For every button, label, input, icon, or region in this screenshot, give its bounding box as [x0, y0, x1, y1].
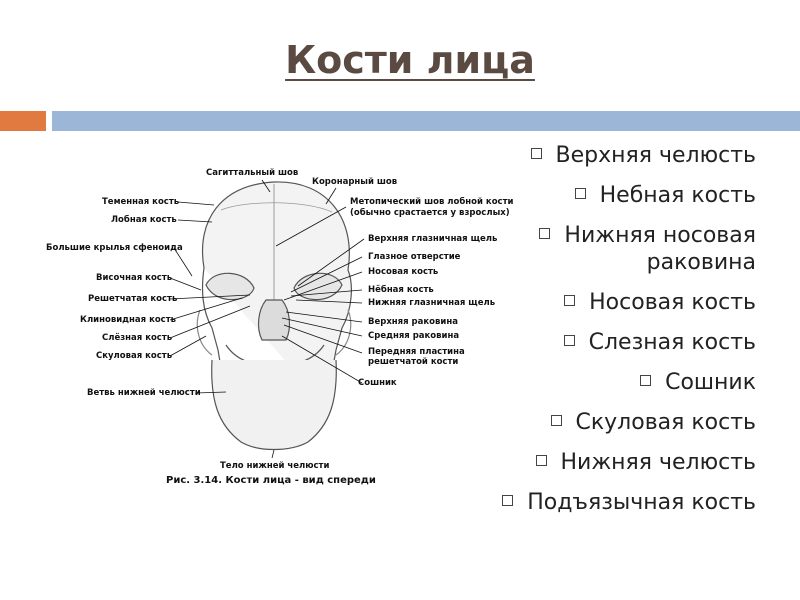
label-mandible-ramus: Ветвь нижней челюсти — [87, 388, 201, 398]
label-sphenoid-bone: Клиновидная кость — [80, 315, 177, 325]
label-lacrimal-bone: Слёзная кость — [102, 333, 173, 343]
slide-title: Кости лица — [285, 38, 535, 82]
list-item: Подъязычная кость — [436, 489, 756, 516]
label-middle-concha: Средняя раковина — [368, 331, 460, 341]
label-mandible-body: Тело нижней челюсти — [220, 461, 330, 471]
label-ethmoid-anterior-plate: Передняя пластина — [368, 347, 465, 357]
label-superior-orbital-fissure: Верхняя глазничная щель — [368, 234, 498, 244]
label-ethmoid-bone: Решетчатая кость — [88, 294, 178, 304]
label-nasal-bone: Носовая кость — [368, 267, 439, 277]
square-bullet-icon — [575, 188, 586, 199]
square-bullet-icon — [536, 455, 547, 466]
list-item: Сошник — [436, 369, 756, 396]
label-inferior-orbital-fissure: Нижняя глазничная щель — [368, 298, 496, 308]
label-frontal-bone: Лобная кость — [111, 215, 177, 225]
square-bullet-icon — [640, 375, 651, 386]
label-zygomatic-bone: Скуловая кость — [96, 351, 173, 361]
label-palatine-bone: Нёбная кость — [368, 285, 434, 295]
square-bullet-icon — [539, 228, 550, 239]
label-superior-concha: Верхняя раковина — [368, 317, 458, 327]
accent-bar-blue — [52, 111, 800, 131]
label-sphenoid-wings: Большие крылья сфеноида — [46, 243, 183, 253]
list-item: Верхняя челюсть — [436, 142, 756, 169]
square-bullet-icon — [531, 148, 542, 159]
list-item: Нижняя носовая раковина — [436, 222, 756, 276]
square-bullet-icon — [502, 495, 513, 506]
square-bullet-icon — [551, 415, 562, 426]
label-coronal-suture: Коронарный шов — [312, 177, 398, 187]
label-temporal-bone: Височная кость — [96, 273, 173, 283]
label-sagittal-suture: Сагиттальный шов — [206, 168, 299, 178]
square-bullet-icon — [564, 335, 575, 346]
label-metopic-suture-note: (обычно срастается у взрослых) — [350, 208, 510, 218]
list-item: Скуловая кость — [436, 409, 756, 436]
list-item: Нижняя челюсть — [436, 449, 756, 476]
label-optic-foramen: Глазное отверстие — [368, 252, 461, 262]
label-vomer: Сошник — [358, 378, 397, 388]
label-metopic-suture: Метопический шов лобной кости — [350, 197, 514, 207]
square-bullet-icon — [564, 295, 575, 306]
list-item: Небная кость — [436, 182, 756, 209]
accent-bar-orange — [0, 111, 46, 131]
figure-caption: Рис. 3.14. Кости лица - вид спереди — [166, 475, 376, 486]
label-parietal-bone: Теменная кость — [102, 197, 180, 207]
list-item: Носовая кость — [436, 289, 756, 316]
bullet-list — [436, 142, 756, 529]
list-item: Слезная кость — [436, 329, 756, 356]
label-ethmoid-anterior-plate-2: решетчатой кости — [368, 357, 459, 367]
